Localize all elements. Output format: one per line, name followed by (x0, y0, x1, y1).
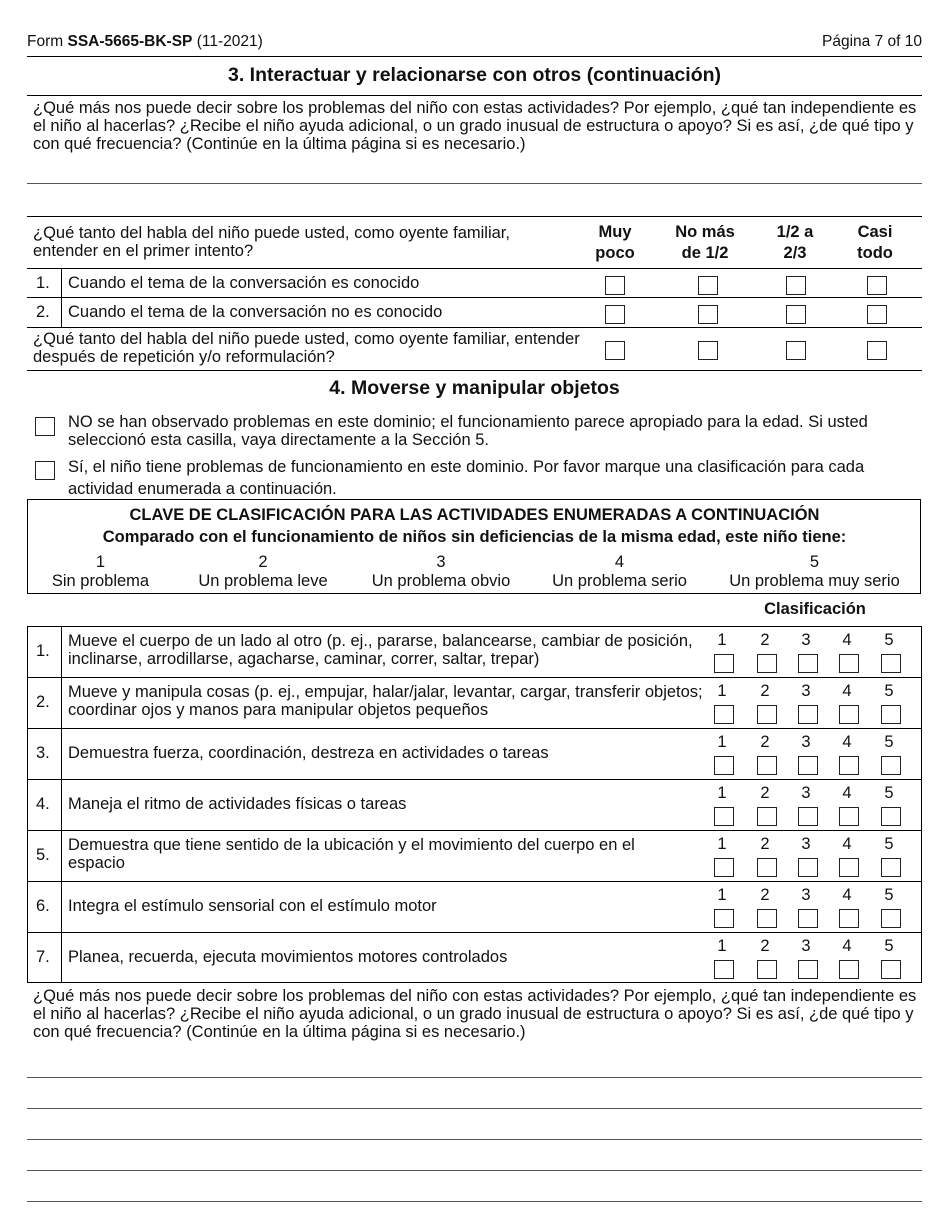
activity-6-rating-4-label: 4 (842, 886, 852, 904)
form-header (27, 33, 263, 51)
activity-4-rating-1-label: 1 (717, 784, 727, 802)
activity-3-rating-3-label: 3 (801, 733, 811, 751)
key-5-num: 5 (809, 553, 820, 571)
row1-no-mas-de-half-checkbox[interactable] (698, 276, 718, 295)
activity-3-rating-2-checkbox[interactable] (757, 756, 777, 775)
form-id: SSA-5665-BK-SP (67, 33, 193, 50)
row1-muy-poco-checkbox[interactable] (605, 276, 625, 295)
answer-line-1[interactable] (27, 1077, 922, 1078)
activity-7-rating-4-checkbox[interactable] (839, 960, 859, 979)
activities-num-divider (61, 626, 62, 983)
activity-num: 3. (36, 744, 50, 762)
activity-4-rating-5-label: 5 (884, 784, 894, 802)
activity-1-rating-2-checkbox[interactable] (757, 654, 777, 673)
activity-row-divider (27, 728, 922, 729)
activity-5-rating-2-label: 2 (760, 835, 770, 853)
col-half-to-two-thirds: 1/2 a 2/3 (776, 223, 814, 262)
activity-num: 7. (36, 948, 50, 966)
key-5-label: Un problema muy serio (729, 572, 900, 590)
activity-row-divider (27, 881, 922, 882)
activity-7-rating-3-label: 3 (801, 937, 811, 955)
activity-7-rating-2-label: 2 (760, 937, 770, 955)
activity-7-rating-3-checkbox[interactable] (798, 960, 818, 979)
section3-title: 3. Interactuar y relacionarse con otros (continuación) (227, 64, 722, 86)
activity-6-rating-5-label: 5 (884, 886, 894, 904)
activity-6-rating-2-checkbox[interactable] (757, 909, 777, 928)
no-problems-label: NO se han observado problemas en este dominio; el funcionamiento parece apropiado para la edad. Si usted seleccionó esta casilla, vaya directamente a la Sección 5. (68, 413, 868, 449)
activity-label: Demuestra que tiene sentido de la ubicación y el movimiento del cuerpo en el espacio (68, 836, 635, 872)
activity-3-rating-5-label: 5 (884, 733, 894, 751)
form-date: (11-2021) (196, 33, 263, 50)
activity-6-rating-3-label: 3 (801, 886, 811, 904)
answer-line-3[interactable] (27, 1139, 922, 1140)
activity-6-rating-3-checkbox[interactable] (798, 909, 818, 928)
key-3 (356, 553, 526, 591)
rating-key-title: CLAVE DE CLASIFICACIÓN PARA LAS ACTIVIDADES ENUMERADAS A CONTINUACIÓN (129, 506, 820, 524)
activity-5-rating-3-checkbox[interactable] (798, 858, 818, 877)
no-problems-checkbox[interactable] (35, 417, 55, 436)
key-4 (537, 553, 702, 591)
activity-label: Maneja el ritmo de actividades físicas o tareas (68, 795, 407, 813)
activity-label: Planea, recuerda, ejecuta movimientos motores controlados (68, 948, 508, 966)
activity-label: Mueve y manipula cosas (p. ej., empujar, halar/jalar, levantar, cargar, transferir objetos; coordinar ojos y manos para manipular objetos pequeños (68, 683, 703, 719)
activity-num: 6. (36, 897, 50, 915)
repetition-question: ¿Qué tanto del habla del niño puede usted, como oyente familiar, entender después de repetición y/o reformulación? (33, 330, 580, 366)
activity-row-divider (27, 830, 922, 831)
row2-half-to-two-thirds-checkbox[interactable] (786, 305, 806, 324)
activity-5-rating-1-label: 1 (717, 835, 727, 853)
activity-6-rating-1-label: 1 (717, 886, 727, 904)
key-4-label: Un problema serio (552, 572, 687, 590)
activity-4-rating-3-checkbox[interactable] (798, 807, 818, 826)
key-5 (712, 553, 917, 591)
activity-3-rating-2-label: 2 (760, 733, 770, 751)
activity-row-divider (27, 779, 922, 780)
activity-1-rating-4-checkbox[interactable] (839, 654, 859, 673)
answer-line-4[interactable] (27, 1170, 922, 1171)
activity-1-rating-1-checkbox[interactable] (714, 654, 734, 673)
speech-row1-num: 1. (36, 274, 50, 292)
activity-2-rating-2-label: 2 (760, 682, 770, 700)
speech-table-top (27, 216, 922, 217)
activity-4-rating-4-checkbox[interactable] (839, 807, 859, 826)
section4-question: ¿Qué más nos puede decir sobre los problemas del niño con estas actividades? Por ejemplo, ¿qué tan independiente es el niño al hacerlas? ¿Recibe el niño ayuda adicional, o un grado inusual de estructura o apoyo? Si es así, ¿de qué tipo y con qué frecuencia? (Continúe en la última página si es necesario.) (33, 987, 917, 1041)
col-casi-todo: Casi todo (857, 223, 893, 262)
form-prefix: Form (27, 33, 64, 50)
key-3-num: 3 (436, 553, 446, 571)
activity-3-rating-4-label: 4 (842, 733, 852, 751)
activity-3-rating-5-checkbox[interactable] (881, 756, 901, 775)
activity-2-rating-3-checkbox[interactable] (798, 705, 818, 724)
activity-7-rating-5-checkbox[interactable] (881, 960, 901, 979)
repetition-muy-poco-checkbox[interactable] (605, 341, 625, 360)
activity-1-rating-3-checkbox[interactable] (798, 654, 818, 673)
activity-label: Mueve el cuerpo de un lado al otro (p. ej., pararse, balancearse, cambiar de posición, inclinarse, arrodillarse, agacharse, caminar, correr, saltar, trepar) (68, 632, 693, 668)
activity-5-rating-3-label: 3 (801, 835, 811, 853)
speech-row1-top (27, 268, 922, 269)
activity-num: 5. (36, 846, 50, 864)
speech-row2-top (27, 297, 922, 298)
key-2 (183, 553, 343, 591)
rating-key-subtitle: Comparado con el funcionamiento de niños sin deficiencias de la misma edad, este niño tiene: (102, 528, 847, 546)
activity-1-rating-4-label: 4 (842, 631, 852, 649)
speech-row2-label: Cuando el tema de la conversación no es conocido (68, 303, 443, 321)
activity-3-rating-3-checkbox[interactable] (798, 756, 818, 775)
yes-problems-checkbox[interactable] (35, 461, 55, 480)
activity-7-rating-2-checkbox[interactable] (757, 960, 777, 979)
activity-2-rating-1-checkbox[interactable] (714, 705, 734, 724)
activity-num: 1. (36, 642, 50, 660)
activity-7-rating-5-label: 5 (884, 937, 894, 955)
section3-question: ¿Qué más nos puede decir sobre los problemas del niño con estas actividades? Por ejemplo, ¿qué tan independiente es el niño al hacerlas? ¿Recibe el niño ayuda adicional, o un grado inusual de estructura o apoyo? Si es así, ¿de qué tipo y con qué frecuencia? (Continúe en la última página si es necesario.) (33, 99, 917, 153)
row2-casi-todo-checkbox[interactable] (867, 305, 887, 324)
activity-label: Demuestra fuerza, coordinación, destreza en actividades o tareas (68, 744, 549, 762)
activity-2-rating-3-label: 3 (801, 682, 811, 700)
activity-num: 2. (36, 693, 50, 711)
section3-answer-line[interactable] (27, 183, 922, 184)
activity-6-rating-2-label: 2 (760, 886, 770, 904)
activity-5-rating-1-checkbox[interactable] (714, 858, 734, 877)
activity-2-rating-4-checkbox[interactable] (839, 705, 859, 724)
activity-5-rating-2-checkbox[interactable] (757, 858, 777, 877)
key-1-label: Sin problema (51, 572, 150, 590)
section4-title: 4. Moverse y manipular objetos (329, 377, 620, 399)
key-2-label: Un problema leve (198, 572, 328, 590)
col-no-mas-de-half: No más de 1/2 (675, 223, 735, 262)
activity-3-rating-1-checkbox[interactable] (714, 756, 734, 775)
activity-5-rating-4-checkbox[interactable] (839, 858, 859, 877)
activity-4-rating-2-label: 2 (760, 784, 770, 802)
answer-line-2[interactable] (27, 1108, 922, 1109)
activity-1-rating-3-label: 3 (801, 631, 811, 649)
activity-4-rating-4-label: 4 (842, 784, 852, 802)
activity-3-rating-1-label: 1 (717, 733, 727, 751)
activity-4-rating-2-checkbox[interactable] (757, 807, 777, 826)
speech-row1-label: Cuando el tema de la conversación es conocido (68, 274, 420, 292)
row1-casi-todo-checkbox[interactable] (867, 276, 887, 295)
activity-5-rating-4-label: 4 (842, 835, 852, 853)
repetition-no-mas-de-half-checkbox[interactable] (698, 341, 718, 360)
row1-half-to-two-thirds-checkbox[interactable] (786, 276, 806, 295)
speech-row3-top (27, 327, 922, 328)
activity-5-rating-5-checkbox[interactable] (881, 858, 901, 877)
col-muy-poco: Muy poco (595, 223, 635, 262)
activity-6-rating-1-checkbox[interactable] (714, 909, 734, 928)
activity-6-rating-4-checkbox[interactable] (839, 909, 859, 928)
key-1-num: 1 (95, 553, 106, 571)
section3-title-divider (27, 95, 922, 96)
page-number: Página 7 of 10 (822, 33, 922, 50)
header-divider (27, 56, 922, 57)
activity-6-rating-5-checkbox[interactable] (881, 909, 901, 928)
speech-table-bottom (27, 370, 922, 371)
activity-2-rating-2-checkbox[interactable] (757, 705, 777, 724)
key-2-num: 2 (258, 553, 268, 571)
activity-3-rating-4-checkbox[interactable] (839, 756, 859, 775)
activity-row-divider (27, 932, 922, 933)
activity-7-rating-4-label: 4 (842, 937, 852, 955)
activity-5-rating-5-label: 5 (884, 835, 894, 853)
activity-label: Integra el estímulo sensorial con el estímulo motor (68, 897, 437, 915)
activity-1-rating-1-label: 1 (717, 631, 727, 649)
key-1 (38, 553, 163, 591)
activity-7-rating-1-checkbox[interactable] (714, 960, 734, 979)
repetition-casi-todo-checkbox[interactable] (867, 341, 887, 360)
activity-1-rating-5-label: 5 (884, 631, 894, 649)
speech-row2-num: 2. (36, 303, 50, 321)
activity-4-rating-1-checkbox[interactable] (714, 807, 734, 826)
activity-2-rating-1-label: 1 (717, 682, 727, 700)
rating-header: Clasificación (764, 600, 866, 618)
row2-no-mas-de-half-checkbox[interactable] (698, 305, 718, 324)
speech-question: ¿Qué tanto del habla del niño puede usted, como oyente familiar, entender en el primer intento? (33, 224, 510, 260)
activity-1-rating-5-checkbox[interactable] (881, 654, 901, 673)
yes-problems-label: Sí, el niño tiene problemas de funcionamiento en este dominio. Por favor marque una clasificación para cada actividad enumerada a continuación. (68, 458, 865, 498)
repetition-half-to-two-thirds-checkbox[interactable] (786, 341, 806, 360)
activity-2-rating-5-checkbox[interactable] (881, 705, 901, 724)
activity-num: 4. (36, 795, 50, 813)
activity-2-rating-5-label: 5 (884, 682, 894, 700)
activity-1-rating-2-label: 2 (760, 631, 770, 649)
activity-2-rating-4-label: 4 (842, 682, 852, 700)
activity-7-rating-1-label: 1 (717, 937, 727, 955)
answer-line-5[interactable] (27, 1201, 922, 1202)
key-4-num: 4 (614, 553, 625, 571)
activity-4-rating-5-checkbox[interactable] (881, 807, 901, 826)
key-3-label: Un problema obvio (371, 572, 511, 590)
activity-4-rating-3-label: 3 (801, 784, 811, 802)
activity-row-divider (27, 677, 922, 678)
row2-muy-poco-checkbox[interactable] (605, 305, 625, 324)
